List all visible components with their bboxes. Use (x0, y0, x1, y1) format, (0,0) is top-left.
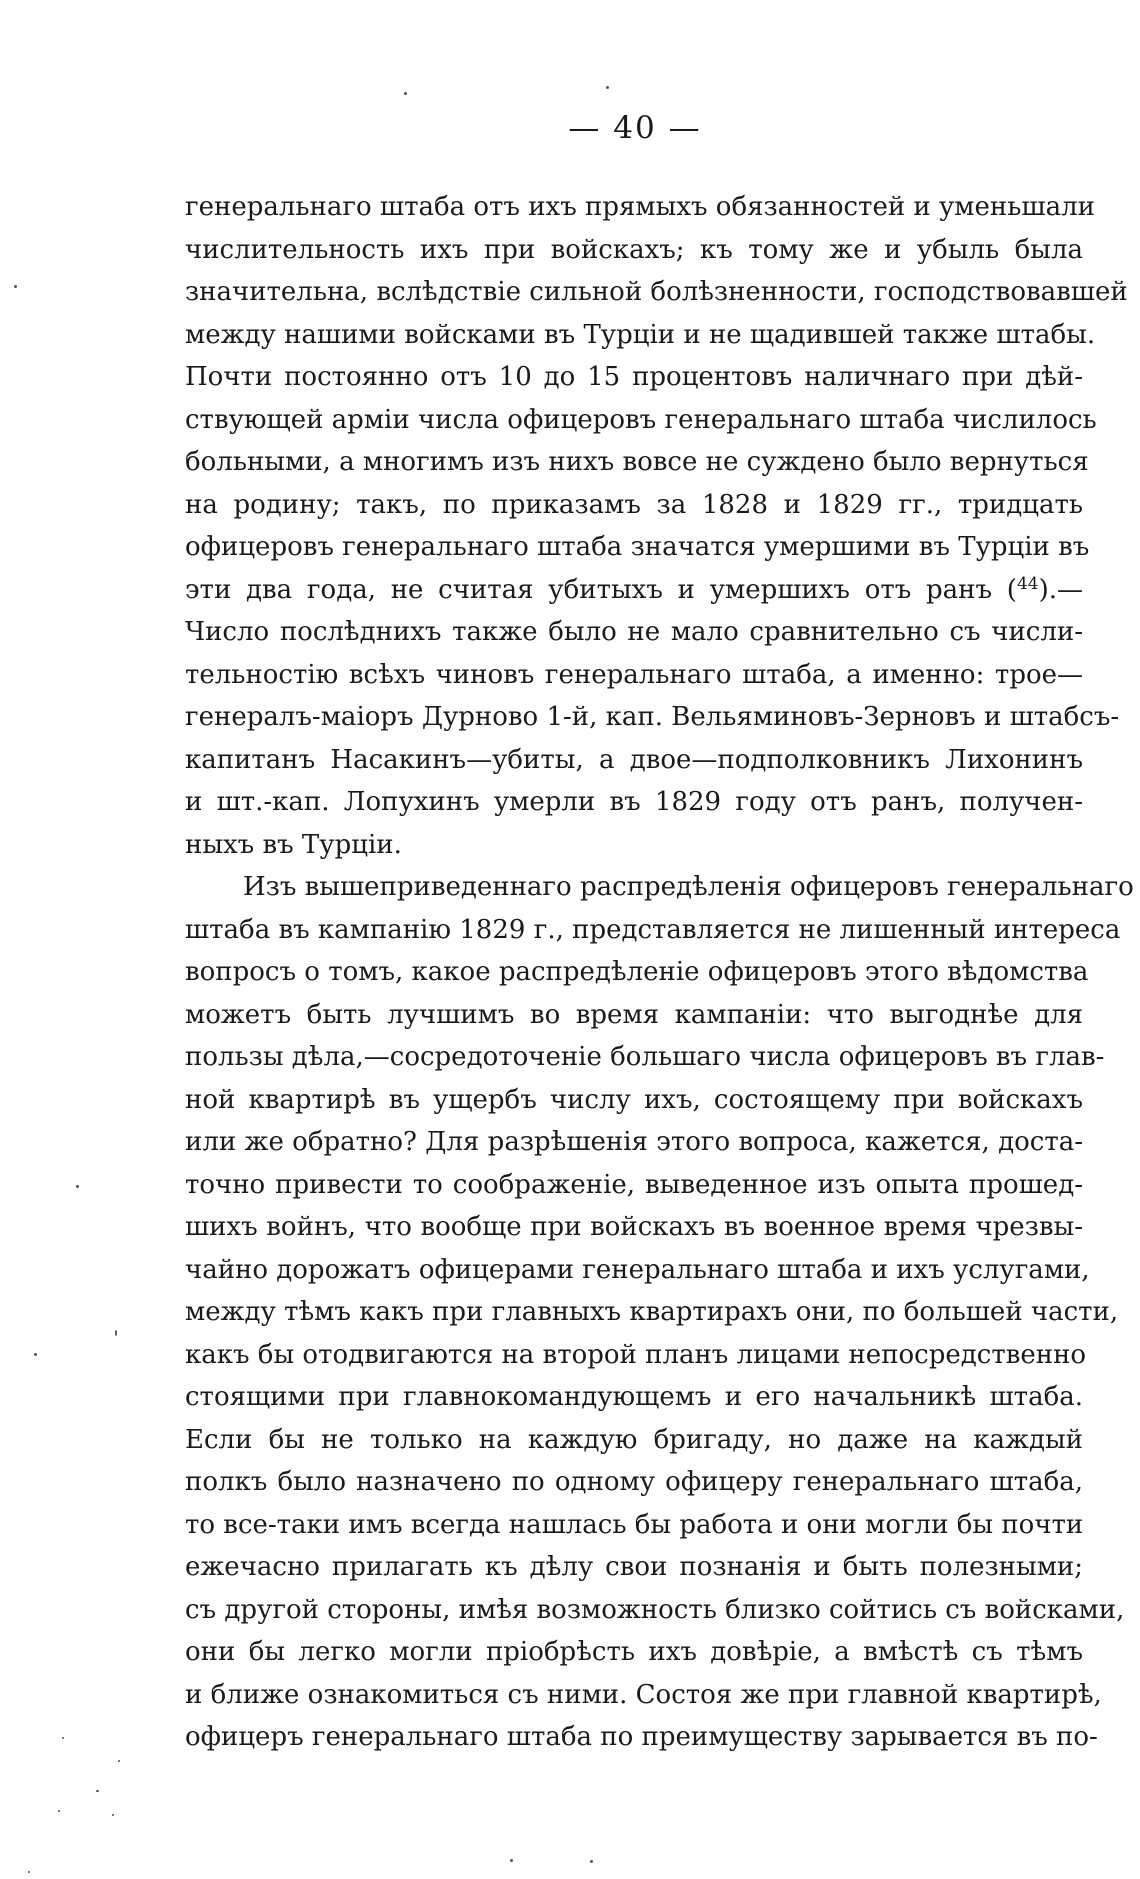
text-line: генеральнаго штаба отъ ихъ прямыхъ обязанностей и уменьшали (185, 192, 1095, 222)
text-line: можетъ быть лучшимъ во время кампаніи: что выгоднѣе для (185, 999, 1083, 1030)
scan-speck (118, 1760, 120, 1762)
scan-speck (115, 1330, 117, 1336)
text-line: числительность ихъ при войскахъ; къ тому же и убыль была (185, 234, 1083, 265)
scan-speck (112, 1814, 114, 1816)
text-line: между тѣмъ какъ при главныхъ квартирахъ они, по большей части, (185, 1297, 1119, 1327)
text-line: пользы дѣла,—сосредоточеніе большаго числа офицеровъ въ глав- (185, 1042, 1105, 1072)
text-line: какъ бы отодвигаются на второй планъ лицами непосредственно (185, 1339, 1087, 1370)
text-line: или же обратно? Для разрѣшенія этого вопроса, кажется, доста- (185, 1127, 1083, 1157)
text-line: ной квартирѣ въ ущербъ числу ихъ, состоящему при войскахъ (185, 1084, 1083, 1115)
text-line: штаба въ кампанію 1829 г., представляется не лишенный интереса (185, 914, 1121, 945)
footnote-reference[interactable]: 44 (1016, 573, 1039, 594)
text-line: и ближе ознакомиться съ ними. Состоя же при главной квартирѣ, (185, 1679, 1102, 1710)
text-line: Если бы не только на каждую бригаду, но даже на каждый (185, 1424, 1083, 1455)
text-line: ствующей арміи числа офицеровъ генеральнаго штаба числилось (185, 404, 1097, 435)
text-line: шихъ войнъ, что вообще при войскахъ въ военное время чрезвы- (185, 1212, 1083, 1242)
text-line: на родину; такъ, по приказамъ за 1828 и 1829 гг., тридцать (185, 489, 1083, 520)
scan-speck (28, 1871, 30, 1873)
scan-speck (14, 285, 17, 288)
text-line: ежечасно прилагать къ дѣлу свои познанія и быть полезными; (185, 1552, 1083, 1582)
text-line: тельностію всѣхъ чиновъ генеральнаго штаба, а именно: трое— (185, 659, 1083, 690)
text-line: точно привести то соображеніе, выведенное изъ опыта прошед- (185, 1169, 1083, 1200)
page-number: — 40 — (568, 110, 702, 146)
text-line: офицеровъ генеральнаго штаба значатся умершими въ Турціи въ (185, 532, 1090, 562)
text-line: съ другой стороны, имѣя возможность близко сойтись съ войсками, (185, 1594, 1125, 1625)
paragraph-2 (185, 866, 1134, 1759)
scan-speck (62, 1737, 64, 1739)
scan-speck (34, 1353, 37, 1356)
text-line-with-footnote (185, 569, 1083, 612)
text-line-part: эти два года, не считая убитыхъ и умершихъ отъ ранъ ( (185, 574, 1017, 605)
scan-speck (510, 1859, 513, 1862)
text-line: значительна, вслѣдствіе сильной болѣзненности, господствовавшей (185, 277, 1128, 307)
scan-speck (590, 1860, 593, 1863)
scan-speck (58, 1810, 60, 1812)
text-line-part: ).— (1038, 574, 1083, 605)
text-line: офицеръ генеральнаго штаба по преимуществу зарывается въ по- (185, 1722, 1098, 1752)
scan-speck (76, 1185, 79, 1188)
scan-speck (606, 86, 609, 89)
scan-speck (404, 92, 407, 95)
text-line: Число послѣднихъ также было не мало сравнительно съ числи- (185, 617, 1083, 647)
text-line: генералъ-маіоръ Дурново 1-й, кап. Вельяминовъ-Зерновъ и штабсъ- (185, 702, 1120, 732)
text-line: они бы легко могли пріобрѣсть ихъ довѣріе, а вмѣстѣ съ тѣмъ (185, 1637, 1083, 1667)
scan-speck (96, 1790, 99, 1792)
text-line: стоящими при главнокомандующемъ и его начальникѣ штаба. (185, 1382, 1083, 1412)
text-line: Изъ вышеприведеннаго распредѣленія офицеровъ генеральнаго (243, 872, 1134, 902)
text-line: больными, а многимъ изъ нихъ вовсе не суждено было вернуться (185, 447, 1089, 477)
text-line: между нашими войсками въ Турціи и не щадившей также штабы. (185, 319, 1096, 350)
text-line: чайно дорожатъ офицерами генеральнаго штаба и ихъ услугами, (185, 1254, 1090, 1285)
text-line: полкъ было назначено по одному офицеру генеральнаго штаба, (185, 1467, 1083, 1497)
text-line: капитанъ Насакинъ—убиты, а двое—подполковникъ Лихонинъ (185, 744, 1083, 775)
text-line: Почти постоянно отъ 10 до 15 процентовъ наличнаго при дѣй- (185, 362, 1083, 392)
text-line: ныхъ въ Турціи. (185, 829, 402, 860)
text-line: вопросъ о томъ, какое распредѣленіе офицеровъ этого вѣдомства (185, 957, 1089, 987)
text-line: и шт.-кап. Лопухинъ умерли въ 1829 году отъ ранъ, получен- (185, 787, 1083, 817)
text-line: то все-таки имъ всегда нашлась бы работа и они могли бы почти (185, 1509, 1084, 1540)
paragraph-1 (185, 186, 1128, 866)
body-text (185, 186, 1134, 1759)
